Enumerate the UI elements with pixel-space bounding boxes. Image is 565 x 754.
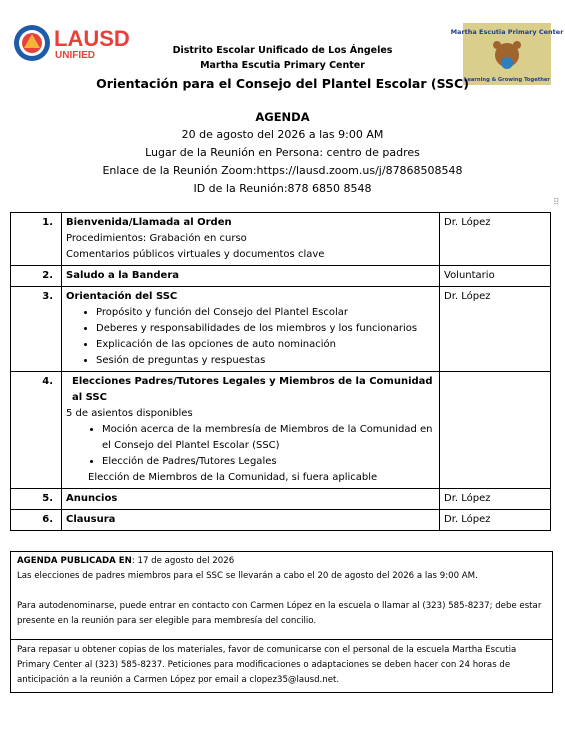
materials-note: Para repasar u obtener copias de los materiales, favor de comunicarse con el personal de la escuela Martha Escutia Primary Center al (323) 585-8237. Peticiones para modificaciones o adaptaciones se deben hacer con 24 horas de anticipación a la reunión a Carmen López por email a clopez35@lausd.net. <box>11 639 552 692</box>
bullet-item: • Sesión de preguntas y respuestas <box>96 353 435 369</box>
item-presenter: Dr. López <box>440 489 551 510</box>
meeting-id: ID de la Reunión:878 6850 8548 <box>193 182 372 195</box>
item-bullets <box>66 422 435 470</box>
lausd-logo <box>12 22 152 64</box>
item-title: Bienvenida/Llamada al Orden <box>66 217 232 228</box>
item-presenter: Dr. López <box>440 213 551 266</box>
item-title: Elecciones Padres/Tutores Legales y Miembros de la Comunidad al SSC <box>72 376 433 403</box>
item-title: Anuncios <box>62 489 440 510</box>
lausd-unified: UNIFIED <box>55 50 95 61</box>
item-outro: Elección de Miembros de la Comunidad, si fuera aplicable <box>88 472 378 483</box>
item-presenter: Dr. López <box>440 287 551 372</box>
item-presenter: Dr. López <box>440 510 551 531</box>
item-line: Procedimientos: Grabación en curso <box>66 233 247 244</box>
item-number: 1. <box>11 213 62 266</box>
school-logo-slogan: Learning & Growing Together <box>464 77 550 83</box>
item-presenter <box>440 372 551 489</box>
posted-date: : 17 de agosto del 2026 <box>131 556 235 566</box>
item-number: 4. <box>11 372 62 489</box>
item-title: Clausura <box>62 510 440 531</box>
notice-box <box>10 551 553 693</box>
agenda-item-4 <box>11 372 551 489</box>
item-presenter: Voluntario <box>440 266 551 287</box>
meeting-date: 20 de agosto del 2026 a las 9:00 AM <box>181 128 384 141</box>
election-note: Las elecciones de padres miembros para el SSC se llevarán a cabo el 20 de agosto del 2026 a las 9:00 AM. <box>17 571 478 581</box>
item-content <box>62 372 440 489</box>
bullet-item: • Deberes y responsabilidades de los miembros y los funcionarios <box>96 321 435 337</box>
nomination-note: Para autodenominarse, puede entrar en contacto con Carmen López en la escuela o llamar al (323) 585-8237; debe estar presente en la reunión para ser elegible para membresía del concilio. <box>17 601 542 626</box>
item-line: Comentarios públicos virtuales y documentos clave <box>66 249 325 260</box>
lausd-seal-icon <box>12 22 152 64</box>
posted-line <box>17 554 546 569</box>
item-content <box>62 213 440 266</box>
item-number: 3. <box>11 287 62 372</box>
agenda-table <box>10 212 551 531</box>
bullet-item: • Explicación de las opciones de auto nominación <box>96 337 435 353</box>
notice-section <box>11 552 552 639</box>
item-number: 6. <box>11 510 62 531</box>
agenda-label: AGENDA <box>255 110 310 124</box>
page-title: Orientación para el Consejo del Plantel Escolar (SSC) <box>96 76 469 91</box>
item-bullets <box>66 305 435 369</box>
bullet-item: • Elección de Padres/Tutores Legales <box>102 454 435 470</box>
school-logo-title: Martha Escutia Primary Center <box>450 28 564 36</box>
item-number: 5. <box>11 489 62 510</box>
posted-label: AGENDA PUBLICADA EN <box>17 556 132 566</box>
item-intro: 5 de asientos disponibles <box>66 408 193 419</box>
item-number: 2. <box>11 266 62 287</box>
agenda-item-1 <box>11 213 551 266</box>
item-title: Saludo a la Bandera <box>62 266 440 287</box>
lausd-wordmark: LAUSD <box>54 26 130 51</box>
meeting-location: Lugar de la Reunión en Persona: centro de padres <box>145 146 420 159</box>
school-name: Martha Escutia Primary Center <box>200 60 365 71</box>
drag-handle-icon[interactable]: ⠿ <box>553 198 560 208</box>
item-content <box>62 287 440 372</box>
zoom-link[interactable]: Enlace de la Reunión Zoom:https://lausd.zoom.us/j/87868508548 <box>102 164 463 177</box>
agenda-item-2 <box>11 266 551 287</box>
bullet-item: • Moción acerca de la membresía de Miembros de la Comunidad en el Consejo del Plantel Escolar (SSC) <box>102 422 435 454</box>
district-name: Distrito Escolar Unificado de Los Ángeles <box>172 45 393 56</box>
agenda-item-6 <box>11 510 551 531</box>
bullet-item: • Propósito y función del Consejo del Plantel Escolar <box>96 305 435 321</box>
agenda-item-3 <box>11 287 551 372</box>
agenda-item-5 <box>11 489 551 510</box>
item-title: Orientación del SSC <box>66 291 178 302</box>
